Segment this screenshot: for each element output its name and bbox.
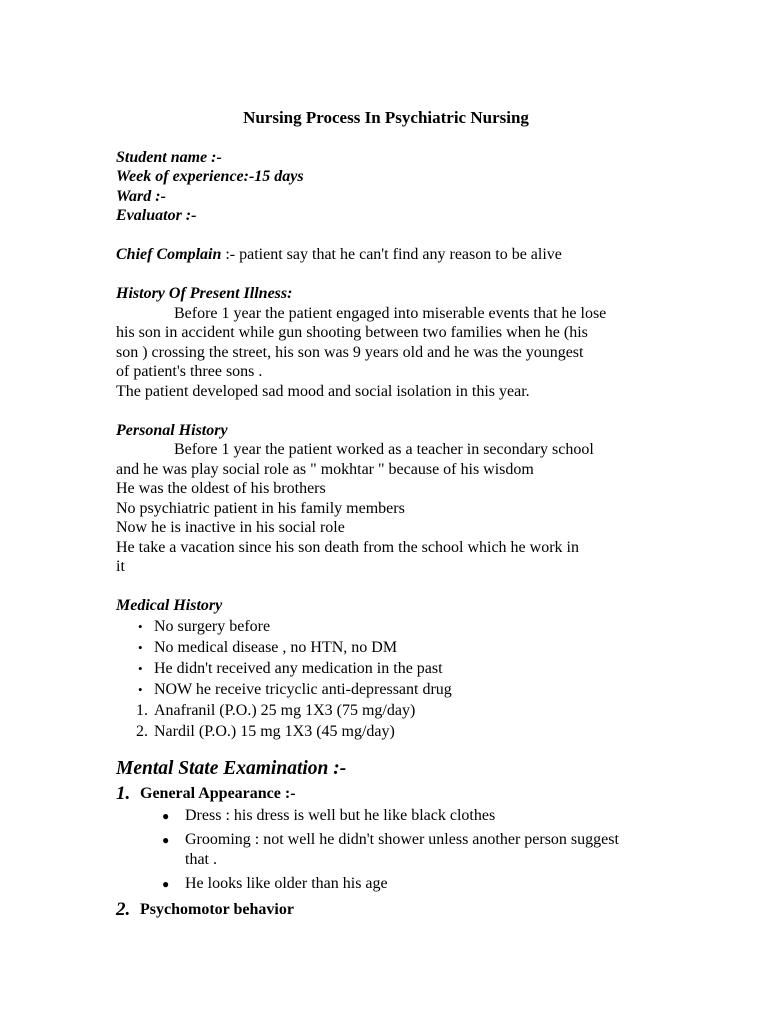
bullet-icon: • — [138, 639, 143, 655]
list-item — [116, 830, 656, 870]
list-item — [116, 637, 656, 658]
list-number: 1. — [116, 782, 131, 804]
general-appearance-list — [116, 806, 656, 894]
personal-history-line: He was the oldest of his brothers — [116, 480, 326, 497]
mse-item-general-appearance — [116, 782, 656, 806]
mse-item-label: General Appearance :- — [140, 784, 296, 802]
mental-state-heading: Mental State Examination :- — [116, 757, 347, 779]
personal-history-section — [116, 421, 656, 577]
medication-item — [116, 721, 656, 742]
bullet-icon: • — [138, 660, 143, 676]
present-illness-heading: History Of Present Illness: — [116, 285, 293, 302]
list-number: 2. — [116, 898, 131, 920]
list-item — [116, 658, 656, 679]
list-number: 2. — [136, 722, 148, 740]
list-item-text: No surgery before — [154, 617, 271, 635]
medication-text: Nardil (P.O.) 15 mg 1X3 (45 mg/day) — [154, 722, 395, 740]
medication-list — [116, 700, 656, 742]
list-item — [116, 874, 656, 894]
chief-complain-label: Chief Complain — [116, 246, 222, 263]
personal-history-line: Before 1 year the patient worked as a teacher in secondary school — [174, 441, 594, 458]
present-illness-line: of patient's three sons . — [116, 363, 263, 380]
present-illness-line: The patient developed sad mood and social isolation in this year. — [116, 382, 530, 400]
present-illness-line: his son in accident while gun shooting between two families when he (his — [116, 324, 588, 341]
list-item-text: No medical disease , no HTN, no DM — [154, 638, 398, 656]
present-illness-line: son ) crossing the street, his son was 9 years old and he was the youngest — [116, 343, 584, 361]
document-page — [116, 108, 656, 922]
medical-history-section — [116, 596, 656, 742]
chief-complain-text: :- patient say that he can't find any reason to be alive — [225, 246, 562, 263]
list-item — [116, 679, 656, 700]
medication-text: Anafranil (P.O.) 25 mg 1X3 (75 mg/day) — [154, 701, 416, 719]
mse-item-psychomotor-behavior — [116, 898, 656, 922]
list-item-text: He looks like older than his age — [185, 874, 388, 892]
bullet-icon: • — [138, 681, 143, 697]
ward-field: Ward :- — [116, 187, 166, 205]
medication-item — [116, 700, 656, 721]
personal-history-line: No psychiatric patient in his family members — [116, 499, 405, 517]
present-illness-section — [116, 284, 656, 401]
list-item — [116, 616, 656, 637]
bullet-icon: ● — [162, 808, 170, 823]
bullet-icon: ● — [162, 832, 170, 847]
list-number: 1. — [136, 701, 148, 719]
week-of-experience-field: Week of experience:-15 days — [116, 168, 304, 185]
personal-history-heading: Personal History — [116, 421, 228, 439]
student-name-field: Student name :- — [116, 148, 222, 166]
chief-complain — [116, 245, 656, 265]
document-title: Nursing Process In Psychiatric Nursing — [243, 108, 529, 127]
list-item-text: Grooming : not well he didn't shower unless another person suggest that . — [185, 830, 619, 868]
personal-history-line: Now he is inactive in his social role — [116, 519, 345, 536]
personal-history-line: and he was play social role as " mokhtar " because of his wisdom — [116, 460, 534, 478]
list-item-text: Dress : his dress is well but he like black clothes — [185, 806, 496, 824]
bullet-icon: ● — [162, 876, 170, 891]
medical-history-heading: Medical History — [116, 597, 223, 614]
bullet-icon: • — [138, 618, 143, 634]
mental-state-section — [116, 756, 656, 922]
personal-history-line: it — [116, 558, 125, 575]
personal-history-line: He take a vacation since his son death from the school which he work in — [116, 538, 579, 556]
evaluator-field: Evaluator :- — [116, 207, 197, 224]
list-item-text: He didn't received any medication in the past — [154, 659, 443, 677]
list-item-text: NOW he receive tricyclic anti-depressant drug — [154, 680, 452, 698]
medical-history-bullet-list — [116, 616, 656, 700]
present-illness-line: Before 1 year the patient engaged into miserable events that he lose — [174, 304, 607, 322]
header-fields — [116, 148, 656, 226]
list-item — [116, 806, 656, 826]
mse-item-label: Psychomotor behavior — [140, 900, 294, 918]
